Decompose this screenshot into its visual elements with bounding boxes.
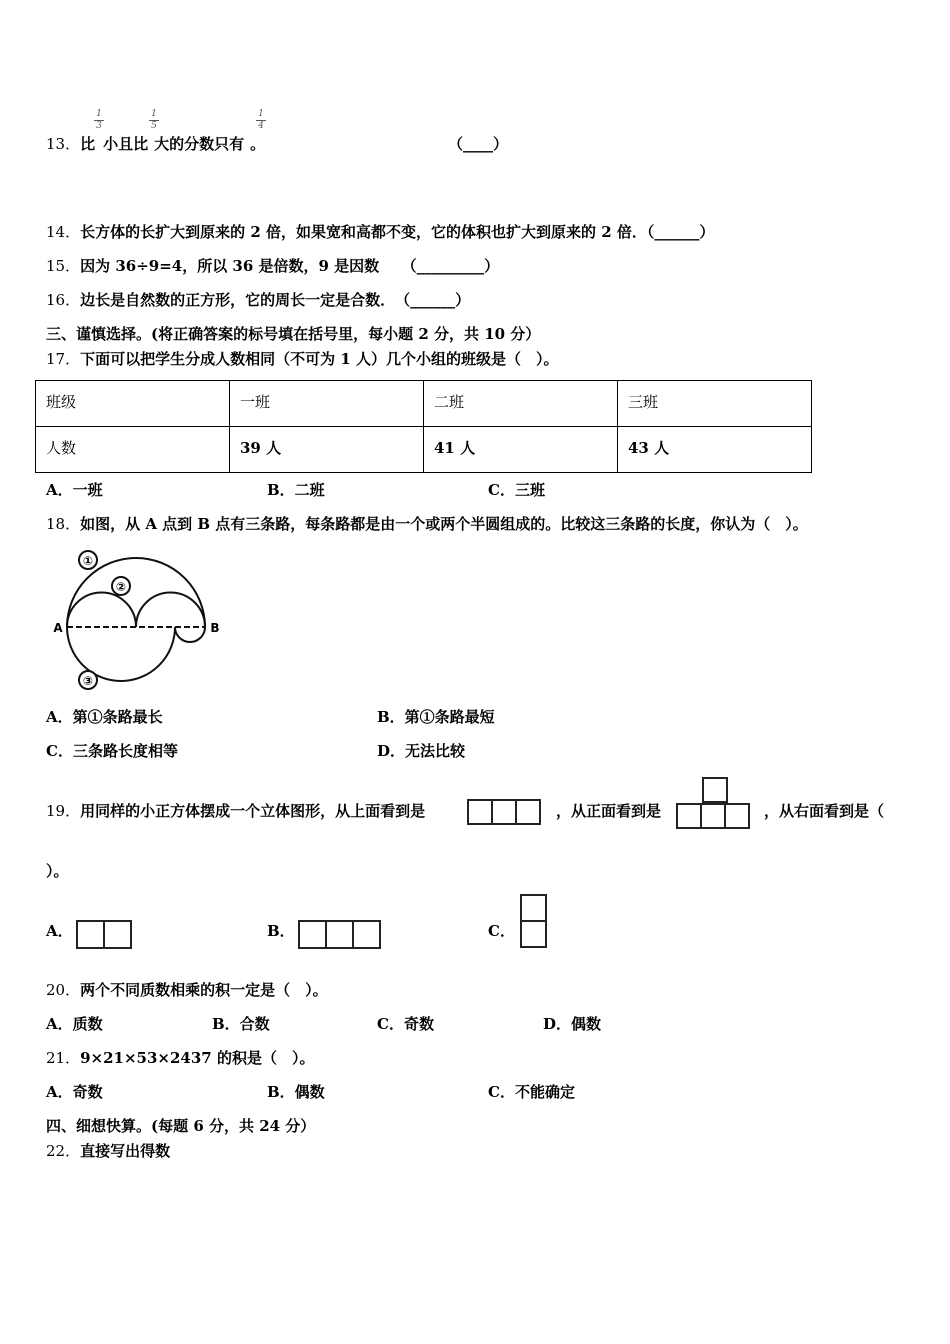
question-19-text: ）。 bbox=[46, 862, 69, 880]
option-a[interactable]: A．质数 bbox=[46, 1015, 103, 1033]
table-cell: 39 人 bbox=[230, 427, 424, 473]
question-15: 15．因为 36÷9=4，所以 36 是倍数，9 是因数 （_________） bbox=[46, 257, 500, 275]
question-22: 22．直接写出得数 bbox=[46, 1142, 171, 1160]
question-21: 21．9×21×53×2437 的积是（ ）。 bbox=[46, 1049, 315, 1067]
class-table bbox=[35, 380, 812, 473]
label-a: A bbox=[53, 621, 63, 635]
front-view-top-cube bbox=[704, 777, 728, 803]
question-19-text: ，从正面看到是 bbox=[556, 802, 662, 820]
section-4-heading: 四、细想快算。(每题 6 分，共 24 分） bbox=[46, 1117, 316, 1135]
option-b[interactable]: B．偶数 bbox=[267, 1083, 325, 1101]
label-path-2: ② bbox=[115, 580, 127, 594]
table-row bbox=[36, 381, 812, 427]
three-paths-figure bbox=[45, 545, 235, 695]
text: 比 bbox=[80, 135, 96, 153]
option-c[interactable]: C． bbox=[488, 922, 515, 940]
fraction-one-third: 1 3 bbox=[94, 110, 104, 131]
question-16: 16．边长是自然数的正方形，它的周长一定是合数． （______） bbox=[46, 291, 471, 309]
label-path-3: ③ bbox=[82, 674, 94, 688]
option-a[interactable]: A．奇数 bbox=[46, 1083, 103, 1101]
question-19: 19．用同样的小正方体摆成一个立体图形，从上面看到是 bbox=[46, 802, 426, 820]
question-14: 14．长方体的长扩大到原来的 2 倍，如果宽和高都不变，它的体积也扩大到原来的 2 倍．（______） bbox=[46, 223, 715, 241]
path-2 bbox=[67, 593, 205, 628]
table-cell: 班级 bbox=[36, 381, 230, 427]
option-b[interactable]: B．合数 bbox=[212, 1015, 270, 1033]
text: 。 bbox=[250, 135, 266, 153]
table-cell: 三班 bbox=[618, 381, 812, 427]
table-cell: 一班 bbox=[230, 381, 424, 427]
answer-blank[interactable]: （____） bbox=[448, 135, 509, 153]
option-b[interactable]: B．二班 bbox=[267, 481, 325, 499]
option-d[interactable]: D．偶数 bbox=[543, 1015, 602, 1033]
question-19-text: ，从右面看到是（ bbox=[764, 802, 885, 820]
option-b-figure bbox=[300, 920, 381, 949]
option-c[interactable]: C．三条路长度相等 bbox=[46, 742, 178, 760]
question-17: 17．下面可以把学生分成人数相同（不可为 1 人）几个小组的班级是（ ）。 bbox=[46, 350, 559, 368]
fraction-one-fourth: 1 4 bbox=[256, 110, 266, 131]
label-path-1: ① bbox=[82, 554, 94, 568]
table-row bbox=[36, 427, 812, 473]
label-b: B bbox=[210, 621, 220, 635]
option-a-figure bbox=[78, 920, 132, 949]
question-18: 18．如图，从 A 点到 B 点有三条路，每条路都是由一个或两个半圆组成的。比较这三条路的长度，你认为（ ）。 bbox=[46, 515, 808, 533]
option-a[interactable]: A．第①条路最长 bbox=[46, 708, 163, 726]
table-cell: 41 人 bbox=[424, 427, 618, 473]
option-c-figure bbox=[520, 894, 547, 948]
question-number: 13． bbox=[46, 135, 81, 153]
text: 大的分数只有 bbox=[154, 135, 245, 153]
table-cell: 43 人 bbox=[618, 427, 812, 473]
question-13 bbox=[46, 135, 265, 153]
fraction-one-fifth: 1 5 bbox=[149, 110, 159, 131]
text: 小且比 bbox=[103, 135, 149, 153]
option-a[interactable]: A．一班 bbox=[46, 481, 103, 499]
top-view-figure bbox=[469, 799, 541, 825]
option-b[interactable]: B．第①条路最短 bbox=[377, 708, 495, 726]
front-view-figure bbox=[678, 803, 750, 829]
table-cell: 人数 bbox=[36, 427, 230, 473]
option-c[interactable]: C．三班 bbox=[488, 481, 545, 499]
section-3-heading: 三、谨慎选择。(将正确答案的标号填在括号里，每小题 2 分，共 10 分） bbox=[46, 325, 541, 343]
option-c[interactable]: C．奇数 bbox=[377, 1015, 434, 1033]
option-b[interactable]: B． bbox=[267, 922, 295, 940]
option-a[interactable]: A． bbox=[46, 922, 73, 940]
option-d[interactable]: D．无法比较 bbox=[377, 742, 466, 760]
question-20: 20．两个不同质数相乘的积一定是（ ）。 bbox=[46, 981, 328, 999]
option-c[interactable]: C．不能确定 bbox=[488, 1083, 575, 1101]
table-cell: 二班 bbox=[424, 381, 618, 427]
